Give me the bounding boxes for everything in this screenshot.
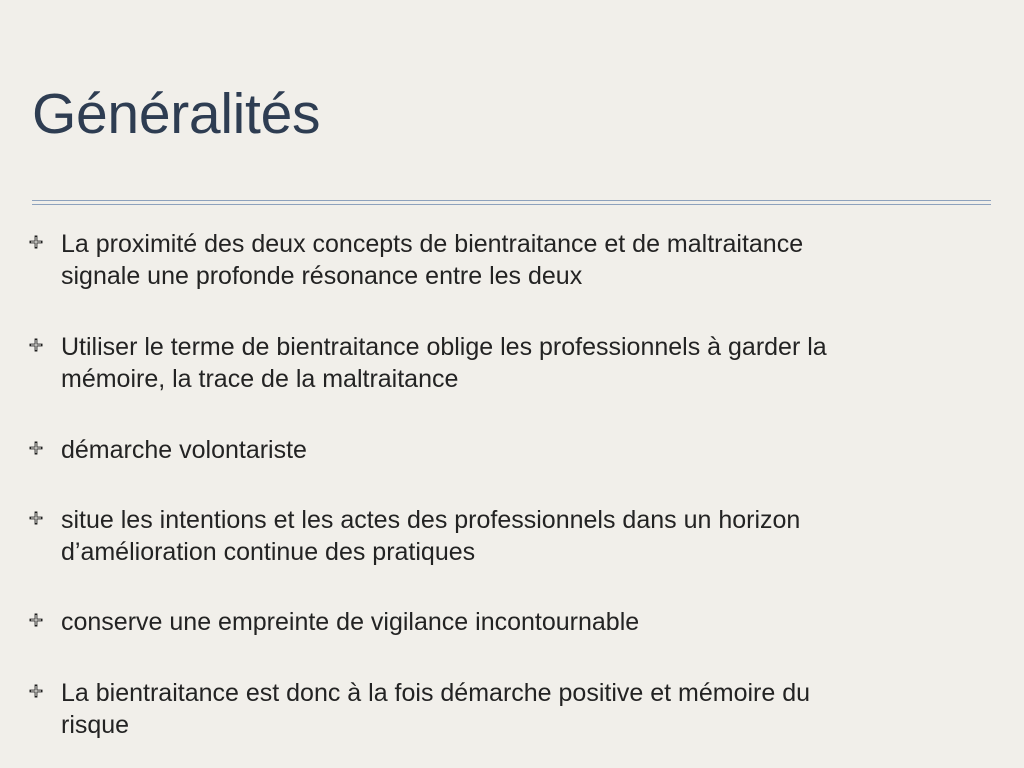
- divider-line-bottom: [32, 204, 991, 205]
- cross-bullet-icon: [28, 337, 44, 353]
- title-divider: [32, 200, 991, 206]
- bullet-line: signale une profonde résonance entre les deux: [61, 262, 583, 290]
- cross-bullet-icon: [28, 234, 44, 250]
- bullet-line: conserve une empreinte de vigilance incontournable: [61, 608, 640, 636]
- slide-title: Généralités: [32, 82, 321, 146]
- bullet-text: [61, 606, 1001, 638]
- cross-bullet-icon: [28, 510, 44, 526]
- bullet-text: [61, 504, 1001, 568]
- bullet-line: risque: [61, 711, 130, 739]
- bullet-text: [61, 228, 1001, 292]
- bullet-line: mémoire, la trace de la maltraitance: [61, 365, 459, 393]
- bullet-text: [61, 677, 1001, 741]
- bullet-line: La bientraitance est donc à la fois démarche positive et mémoire du: [61, 679, 811, 707]
- bullet-line: situe les intentions et les actes des professionnels dans un horizon: [61, 506, 801, 534]
- bullet-text: [61, 434, 1001, 466]
- bullet-line: La proximité des deux concepts de bientraitance et de maltraitance: [61, 230, 804, 258]
- cross-bullet-icon: [28, 440, 44, 456]
- bullet-line: d’amélioration continue des pratiques: [61, 538, 476, 566]
- bullet-line: Utiliser le terme de bientraitance oblige les professionnels à garder la: [61, 333, 827, 361]
- cross-bullet-icon: [28, 683, 44, 699]
- divider-line-top: [32, 200, 991, 201]
- bullet-text: [61, 331, 1001, 395]
- cross-bullet-icon: [28, 612, 44, 628]
- bullet-line: démarche volontariste: [61, 436, 307, 464]
